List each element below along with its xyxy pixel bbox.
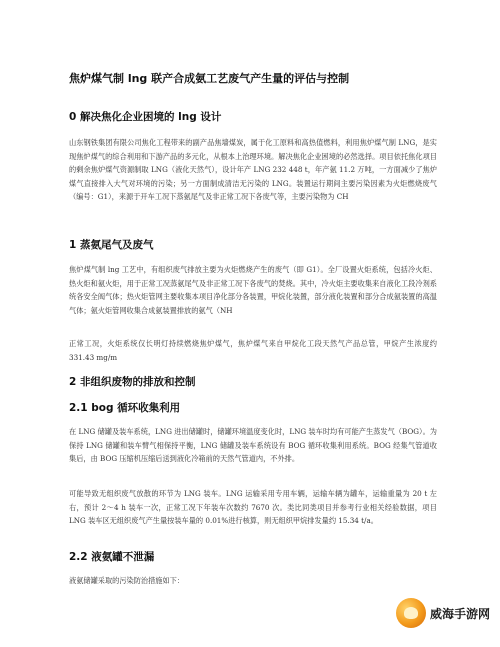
section-2-2-paragraph-1: 液氨储罐采取的污染防治措施如下： (69, 576, 185, 585)
section-1-paragraph-1: 焦炉煤气制 lng 工艺中，有组织废气排放主要为火炬燃烧产生的废气（即 G1）。全厂设置火炬系统，包括冷火炬、热火炬和氨火炬，用于正常工况蒸氨尾气及非正常工况下各废气的焚烧。其中，冷火炬主要收集来自液化工段冷剂系统各安全阀气体；热火炬管网主要收集本项目净化部分各装置，甲烷化装置，部分液化装置和部分合成氨装置的高温气体；氨火炬管网收集合成氨装置排放的氨气（NH (69, 265, 437, 315)
section-heading-2-1: 2.1 bog 循环收集利用 (69, 402, 181, 414)
section-heading-2-2: 2.2 液氨罐不泄漏 (69, 551, 155, 563)
watermark-text: 威海手游网 (430, 606, 491, 621)
section-heading-1: 1 蒸氨尾气及废气 (69, 239, 154, 251)
section-0-paragraph-1: 山东钢铁集团有限公司焦化工程带来的副产品焦墙煤炭，属于化工原料和高热值燃料，利用焦炉煤气制 LNG，是实现焦炉煤气的综合利用和下游产品的多元化，从根本上治理环境。解决焦化企业困境的必然选择。项目依托焦化项目的剩余焦炉煤气资源制取 LNG（液化天然气），设计年产 LNG 232 448 t，年产氨 11.2 万吨，一方面减少了焦炉煤气直接排入大气对环境的污染；另一方面制成清洁无污染的 LNG。装置运行期间主要污染因素为火炬燃烧废气（编号：G1），来源于开车工况下蒸氨尾气及非正常工况下各废气等，主要污染物为 CH (69, 138, 437, 202)
section-heading-2: 2 非组织废物的排放和控制 (69, 376, 196, 388)
document-title: 焦炉煤气制 lng 联产合成氨工艺废气产生量的评估与控制 (69, 72, 350, 85)
site-watermark (396, 591, 492, 635)
sun-face-logo-icon (396, 598, 426, 628)
section-1-paragraph-2: 正常工况，火炬系统仅长明灯持续燃烧焦炉煤气，焦炉煤气来自甲烷化工段天然气产品总管，甲烷产生浓度约 331.43 mg/m (69, 339, 437, 362)
section-2-1-paragraph-2: 可能导致无组织废气放散的环节为 LNG 装车。LNG 运输采用专用车辆，运输车辆为罐车，运输重量为 20 t 左右，预计 2～4 h 装车一次，正常工况下年装车次数约 7670 次。类比同类项目并参考行业相关经验数据，项目 LNG 装车区无组织废气产生量按装车量的 0.01%进行核算，则无组织甲烷排发量约 15.34 t/a。 (69, 489, 437, 526)
section-heading-0: 0 解决焦化企业困境的 lng 设计 (69, 111, 222, 123)
section-2-1-paragraph-1: 在 LNG 储罐及装车系统，LNG 进出储罐时，储罐环境温度变化时，LNG 装车时均有可能产生蒸发气（BOG）。为保持 LNG 储罐和装车臂气相保持平衡，LNG 储罐及装车系统设有 BOG 循环收集利用系统。BOG 经集气管道收集后，由 BOG 压缩机压缩后送到液化冷箱前的天然气管道内，不外排。 (69, 427, 437, 464)
